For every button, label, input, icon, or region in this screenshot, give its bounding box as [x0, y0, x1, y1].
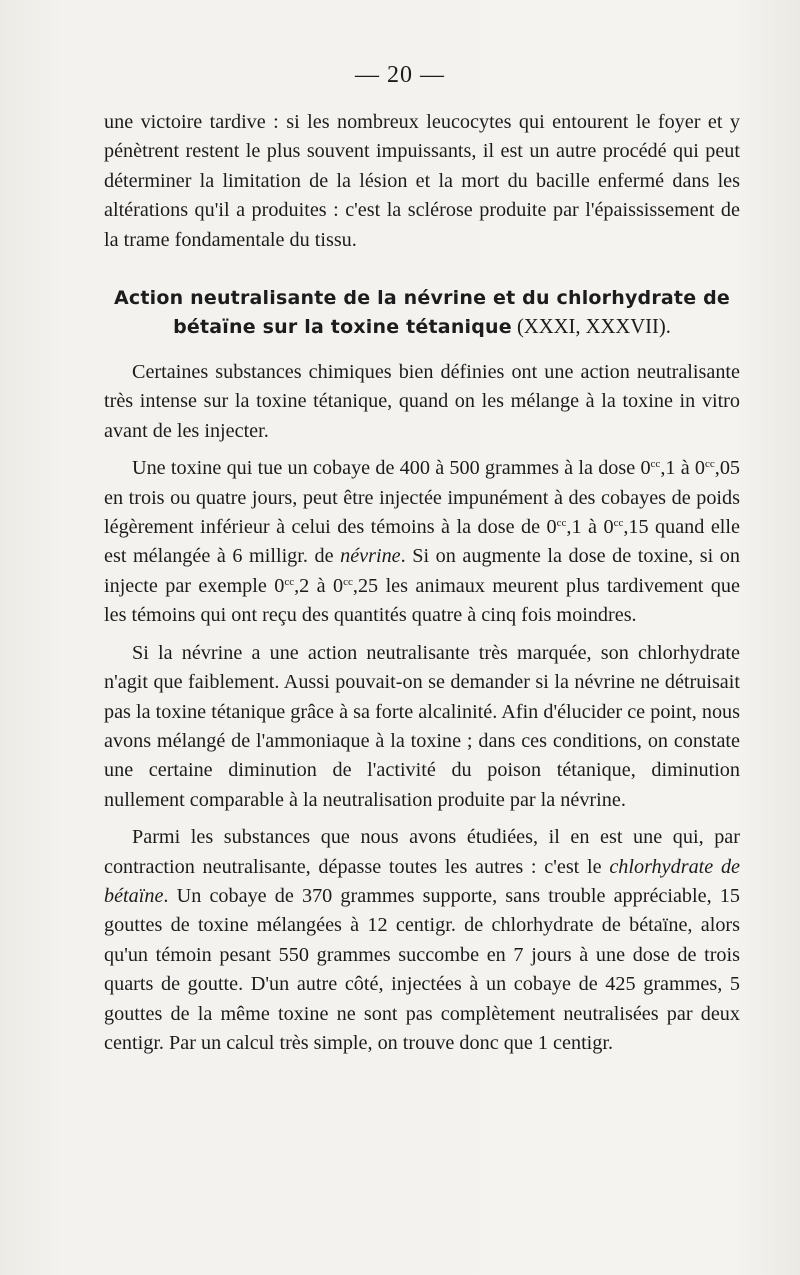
text-run: ,25 les animaux meurent plus tardivement que les témoins qui ont reçu des quantités quatre à cinq fois moindres. [104, 574, 740, 627]
italic-term: chlorhydrate de bétaïne [104, 855, 741, 907]
paragraph-chlorhydrate: Si la névrine a une action neutralisante très marquée, son chlorhydrate n'agit que faiblement. Aussi pouvait-on se demander si la névrine ne détruisait pas la toxine tétanique grâce à sa forte alcalinité. Afin d'élucider ce point, nous avons mélangé de l'ammoniaque à la toxine ; dans ces conditions, on constate une certaine diminution de l'activité du poison tétanique, diminution nullement comparable à la neutralisation produite par la névrine. [104, 641, 740, 811]
unit-superscript: cc [705, 458, 715, 471]
text-run: ,2 à 0 [294, 574, 344, 597]
text-run: . Un cobaye de 370 grammes supporte, sans trouble appréciable, 15 gouttes de toxine mélangées à 12 centigr. de chlorhydrate de bétaïne, alors qu'un témoin pesant 550 grammes succombe en 7 jours à une dose de trois quarts de goutte. D'un autre côté, injectées à un cobaye de 425 grammes, 5 gouttes de la même toxine ne sont pas complètement neutralisées par deux centigr. Par un calcul très simple, on trouve donc que 1 centigr. [104, 884, 740, 1054]
unit-superscript: cc [650, 458, 661, 471]
text-run: . Si on augmente la dose de toxine, si on injecte par exemple 0 [104, 545, 740, 597]
paragraph-betaine [104, 823, 740, 1058]
text-run: Parmi les substances que nous avons étudiées, il en est une qui, par contraction neutralisante, dépasse toutes les autres : c'est le [104, 826, 740, 878]
text-run: ,1 à 0 [566, 516, 614, 539]
unit-superscript: cc [613, 517, 624, 530]
page-body [104, 108, 740, 1058]
unit-superscript: cc [343, 575, 353, 588]
heading-line-1: Action neutralisante de la névrine et du chlorhydrate de [113, 287, 731, 310]
heading-line-2: bétaïne sur la toxine tétanique [173, 316, 512, 339]
paragraph-continuation: une victoire tardive : si les nombreux leucocytes qui entourent le foyer et y pénètrent restent le plus souvent impuissants, il est un autre procédé qui peut déterminer la limitation de la lésion et la mort du bacille enfermé dans les altérations qu'il a produites : c'est la sclérose produite par l'épaississement de la trame fondamentale du tissu. [104, 111, 740, 251]
page-number: — 20 — [355, 62, 445, 88]
section-heading [104, 284, 740, 342]
text-run: ,15 quand elle est mélangée à 6 milligr. de [104, 516, 740, 568]
unit-superscript: cc [556, 517, 567, 530]
paragraph-toxine-dose [104, 454, 740, 630]
heading-references: (XXXI, XXXVII). [517, 316, 671, 339]
italic-term: névrine [340, 545, 401, 568]
text-run: Une toxine qui tue un cobaye de 400 à 500 grammes à la dose 0 [132, 457, 651, 480]
text-run: ,05 en trois ou quatre jours, peut être injectée impunément à des cobayes de poids légèrement inférieur à celui des témoins à la dose de 0 [104, 457, 740, 539]
unit-superscript: cc [284, 575, 295, 588]
paragraph-substances: Certaines substances chimiques bien définies ont une action neutralisante très intense sur la toxine tétanique, quand on les mélange à la toxine in vitro avant de les injecter. [104, 361, 740, 442]
text-run: ,1 à 0 [660, 457, 705, 480]
